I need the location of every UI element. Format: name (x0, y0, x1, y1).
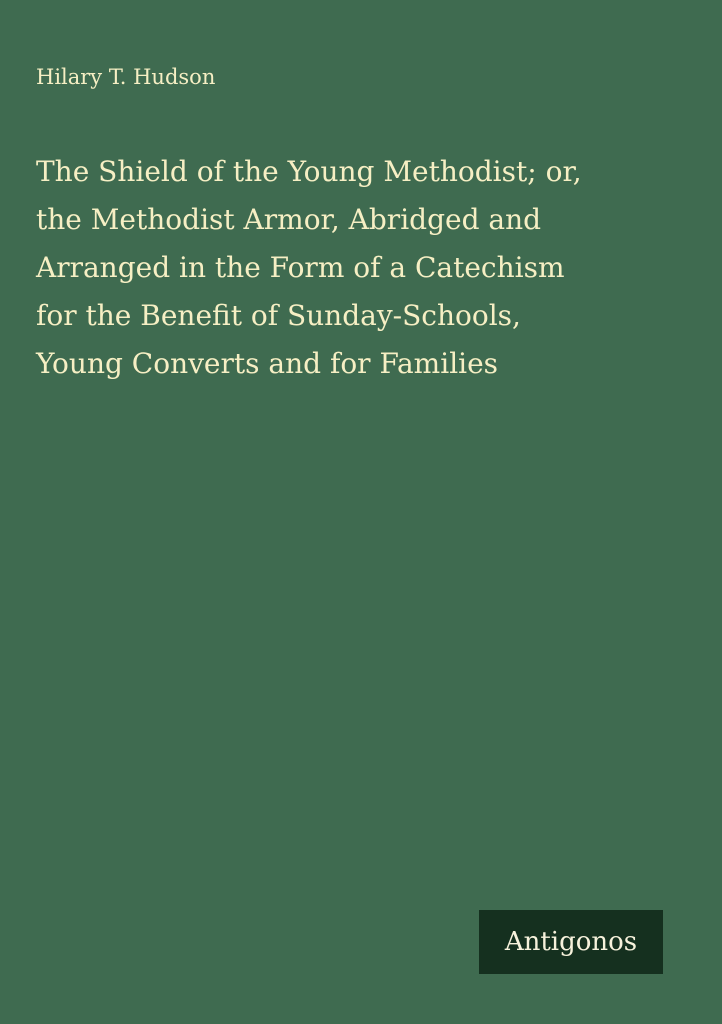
author-name: Hilary T. Hudson (36, 65, 216, 89)
title-line-1: The Shield of the Young Methodist; or, (36, 155, 582, 188)
publisher-name: Antigonos (504, 927, 638, 957)
publisher-badge (479, 910, 663, 974)
title-line-5: Young Converts and for Families (36, 347, 499, 380)
book-title (36, 148, 696, 388)
title-line-2: the Methodist Armor, Abridged and (36, 203, 542, 236)
title-line-4: for the Benefit of Sunday-Schools, (36, 299, 521, 332)
title-line-3: Arranged in the Form of a Catechism (36, 251, 565, 284)
